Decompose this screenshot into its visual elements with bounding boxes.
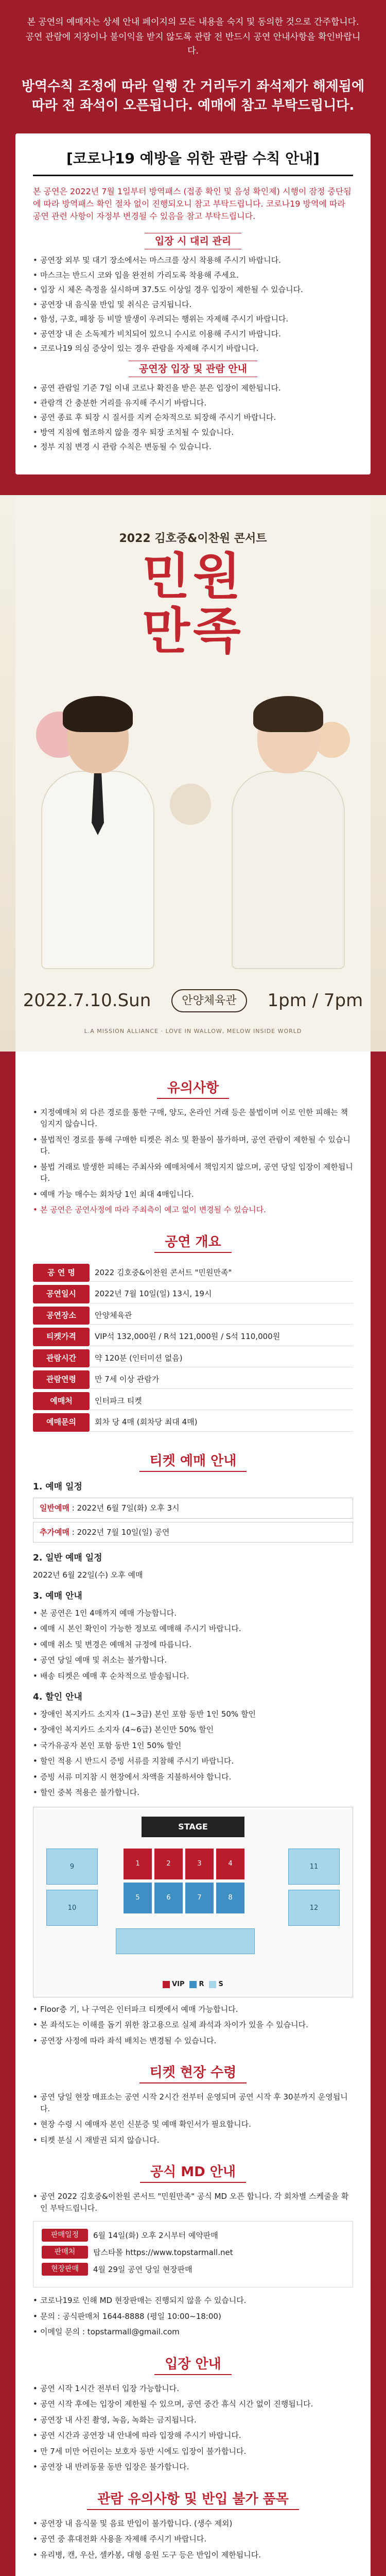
seat-block: 12 [288,1890,340,1926]
list-item: • 본 공연은 공연사정에 따라 주최측이 예고 없이 변경될 수 있습니다. [33,1204,353,1216]
legend-item: VIP [163,1979,184,1990]
seat-block: 1 [124,1849,152,1879]
covid-list-2 [33,382,353,453]
seat-block: 4 [216,1849,244,1879]
table-row: 공연일시 2022년 7월 10일(일) 13시, 19시 [33,1285,353,1303]
list-item: • 공연장 내 음식물 반입 및 취식은 금지됩니다. [33,299,353,311]
ticket-heading-4: 4. 할인 안내 [33,1692,82,1703]
seat-block: 11 [288,1849,340,1885]
notice-list [33,1107,353,1216]
ticket-heading-2: 2. 일반 예매 일정 [33,1553,102,1564]
top-notice [0,0,386,77]
covid-subtitle-2: 공연장 입장 및 관람 안내 [33,362,353,377]
deco-flower [170,784,211,825]
performer-left-photo [36,701,160,969]
detail-content [15,1052,371,2576]
list-item: • 입장 시 체온 측정을 실시하며 37.5도 이상일 경우 입장이 제한될 수 있습니다. [33,284,353,296]
seat-block: 6 [154,1883,183,1913]
notice-line-2: 공연 관람에 지장이나 불이익을 받지 않도록 관람 전 반드시 공연 안내사항을 확인바랍니다. [25,32,361,57]
poster-subtitle: 2022 김호중&이찬원 콘서트 [119,532,267,545]
table-row: 공연장소 안양체육관 [33,1307,353,1325]
poster-title-line-2: 만족 [142,601,244,660]
md-info-box [33,2221,353,2287]
seat-notes-list [33,2004,353,2047]
poster-credit: L.A MISSION ALLIANCE · LOVE IN WALLOW, MELOW INSIDE WORLD [84,1028,302,1035]
poster-title-line-1: 민원 [142,547,244,605]
list-item: • 공연 2022 김호중&이찬원 콘서트 "민원만족" 공식 MD 오픈 합니다. 각 회차별 스케줄을 확인 부탁드립니다. [33,2191,353,2214]
list-item: • 마스크는 반드시 코와 입을 완전히 가리도록 착용해 주세요. [33,269,353,281]
legend-item: S [209,1979,223,1990]
list-item: • 불법적인 경로를 통해 구매한 티켓은 취소 및 환불이 불가하며, 공연 관람이 제한될 수 있습니다. [33,1134,353,1157]
list-item: • 공연장 내 음식물 및 음료 반입이 불가합니다. (생수 제외) [33,2518,353,2530]
list-item: • 장애인 복지카드 소지자 (4~6급) 본인만 50% 할인 [33,1724,353,1736]
list-item: • Floor층 기, 나 구역은 인터파크 티켓에서 예매 가능합니다. [33,2004,353,2015]
poster-title [0,549,386,658]
list-item: • 현장 수령 시 예매자 본인 신분증 및 예매 확인서가 필요합니다. [33,2119,353,2130]
event-info-table [33,1261,353,1435]
list-item: • 공연 관람일 기준 7일 이내 코로나 확진을 받은 분은 입장이 제한됩니다. [33,382,353,394]
list-item: • 할인 중복 적용은 불가합니다. [33,1787,353,1799]
list-item: • 불법 거래로 발생한 피해는 주최사와 예매처에서 책임지지 않으며, 공연 당일 입장이 제한됩니다. [33,1161,353,1184]
list-item: • 이메일 문의 : topstarmall@gmail.com [33,2326,353,2338]
covid-list-1 [33,255,353,354]
table-row: 예매처 인터파크 티켓 [33,1392,353,1411]
seat-block: 5 [124,1883,152,1913]
ticket-heading-3: 3. 예매 안내 [33,1591,82,1602]
list-item: • 공연 시작 1시간 전부터 입장 가능합니다. [33,2383,353,2395]
table-row: 관람연령 만 7세 이상 관람가 [33,1370,353,1389]
covid-guidelines-box [15,133,371,474]
seat-block: 10 [46,1890,98,1926]
poster-venue: 안양체육관 [171,989,247,1012]
seat-legend [163,1979,223,1990]
table-row: 티켓가격 VIP석 132,000원 / R석 121,000원 / S석 110,000원 [33,1328,353,1346]
table-row: 공 연 명 2022 김호중&이찬원 콘서트 "민원만족" [33,1264,353,1282]
seat-map-stage: STAGE [142,1817,244,1837]
md-row: 현장판매 4월 29일 공연 당일 현장판매 [42,2263,344,2276]
list-item: • 만 7세 미만 어린이는 보호자 동반 시에도 입장이 불가합니다. [33,2446,353,2458]
list-item: • 티켓 분실 시 재발권 되지 않습니다. [33,2134,353,2146]
list-item: • 코로나19 의심 증상이 있는 경우 관람을 자제해 주시기 바랍니다. [33,343,353,354]
poster-time: 1pm / 7pm [267,990,363,1011]
list-item: • 공연장 내 반려동물 동반 입장은 불가합니다. [33,2461,353,2473]
covid-guidelines-title: [코로나19 예방을 위한 관람 수칙 안내] [33,148,353,176]
list-item: • 증빙 서류 미지참 시 현장에서 차액을 지불하셔야 합니다. [33,1771,353,1783]
list-item: • 지정예매처 외 다른 경로를 통한 구매, 양도, 온라인 거래 등은 불법이며 이로 인한 피해는 책임지지 않습니다. [33,1107,353,1130]
list-item: • 예매 가능 매수는 회차당 1인 최대 4매입니다. [33,1189,353,1200]
performer-right-photo [226,701,350,969]
check-list [33,2091,353,2146]
notice-line-1: 본 공연의 예매자는 상세 안내 페이지의 모든 내용을 숙지 및 동의한 것으로 간주합니다. [27,17,359,27]
list-item: • 공연 중 휴대전화 사용을 자제해 주시기 바랍니다. [33,2533,353,2545]
md-row: 판매처 탑스타몰 https://www.topstarmall.net [42,2246,344,2259]
seat-block: 8 [216,1883,244,1913]
list-item: • 장애인 복지카드 소지자 (1~3급) 본인 포함 동반 1인 50% 할인 [33,1708,353,1720]
list-item: • 할인 적용 시 반드시 증빙 서류를 지참해 주시기 바랍니다. [33,1755,353,1767]
seat-block: 3 [185,1849,214,1879]
ticket-schedule-box: 추가예매 : 2022년 7월 10일(일) 공연 [33,1522,353,1543]
list-item: • 방역 지침에 협조하지 않을 경우 퇴장 조치될 수 있습니다. [33,427,353,438]
entrance-list [33,2383,353,2473]
list-item: • 공연장 사정에 따라 좌석 배치는 변경될 수 있습니다. [33,2035,353,2047]
md-row: 판매일정 6월 14일(화) 오후 2시부터 예약판매 [42,2229,344,2242]
list-item: • 공연장 내 사진 촬영, 녹음, 녹화는 금지됩니다. [33,2414,353,2426]
section-title-entrance: 입장 안내 [33,2354,353,2375]
list-item: • 본 좌석도는 이해를 돕기 위한 참고용으로 실제 좌석과 차이가 있을 수 있습니다. [33,2019,353,2031]
list-item: • 공연 종료 후 퇴장 시 질서를 지켜 순차적으로 퇴장해 주시기 바랍니다. [33,412,353,423]
section-title-check: 티켓 현장 수령 [33,2063,353,2083]
list-item: • 국가유공자 본인 포함 동반 1인 50% 할인 [33,1740,353,1752]
caution-list [33,2518,353,2561]
section-title-md: 공식 MD 안내 [33,2162,353,2182]
list-item: • 유리병, 캔, 우산, 셀카봉, 대형 응원 도구 등은 반입이 제한됩니다. [33,2549,353,2561]
legend-item: R [190,1979,204,1990]
list-item: • 본 공연은 1인 4매까지 예매 가능합니다. [33,1607,353,1619]
seat-block-rear [116,1928,255,1954]
ticket-heading-1: 1. 예매 일정 [33,1481,82,1492]
seat-block: 2 [154,1849,183,1879]
list-item: • 공연 당일 현장 매표소는 공연 시작 2시간 전부터 운영되며 공연 시작 후 30분까지 운영됩니다. [33,2091,353,2114]
section-title-info: 공연 개요 [33,1232,353,1252]
section-title-notice: 유의사항 [33,1078,353,1098]
list-item: • 공연 시간과 공연장 내 안내에 따라 입장해 주시기 바랍니다. [33,2430,353,2442]
seat-map [33,1807,353,1997]
list-item: • 정부 지침 변경 시 관람 수칙은 변동될 수 있습니다. [33,441,353,453]
covid-lead-text: 본 공연은 2022년 7월 1일부터 방역패스 (접종 확인 및 음성 확인제) 시행이 잠정 중단됨에 따라 방역패스 확인 절차 없이 진행되오니 참고 부탁드립니다. 코로나19 방역에 따라 공연 관련 사항이 자정부 변경될 수 있음을 참고 부탁드립니다. [33,186,352,221]
list-item: • 공연 당일 예매 및 취소는 불가합니다. [33,1654,353,1666]
list-item: • 예매 시 본인 확인이 가능한 정보로 예매해 주시기 바랍니다. [33,1623,353,1635]
ticket-schedule-box: 일반예매 : 2022년 6월 7일(화) 오후 3시 [33,1498,353,1519]
list-item: • 코로나19로 인해 MD 현장판매는 진행되지 않을 수 있습니다. [33,2295,353,2307]
md-notes [33,2295,353,2338]
ticket-general-text: 2022년 6월 22일(수) 오후 예매 [33,1570,143,1580]
list-item: • 문의 : 공식판매처 1644-8888 (평일 10:00~18:00) [33,2311,353,2323]
covid-subtitle-1: 입장 시 대리 관리 [33,234,353,249]
table-row: 예매문의 회차 당 4매 (회차당 최대 4매) [33,1413,353,1432]
list-item: • 배송 티켓은 예매 후 순차적으로 발송됩니다. [33,1670,353,1682]
poster-date-bar [15,987,371,1015]
seat-block: 9 [46,1849,98,1885]
ticket-list-3 [33,1607,353,1682]
section-title-caution: 관람 유의사항 및 반입 불가 품목 [33,2489,353,2510]
list-item: • 공연장 내 손 소독제가 비치되어 있으니 수시로 이용해 주시기 바랍니다. [33,328,353,340]
seat-block: 7 [185,1883,214,1913]
seat-distancing-notice: 방역수칙 조정에 따라 일행 간 거리두기 좌석제가 해제됨에 따라 전 좌석이 오픈됩니다. 예매에 참고 부탁드립니다. [0,77,386,133]
list-item: • 공연장 외부 및 대기 장소에서는 마스크를 상시 착용해 주시기 바랍니다. [33,255,353,266]
list-item: • 예매 취소 및 변경은 예매처 규정에 따릅니다. [33,1639,353,1651]
table-row: 관람시간 약 120분 (인터미션 없음) [33,1349,353,1368]
list-item: • 관람객 간 충분한 거리를 유지해 주시기 바랍니다. [33,397,353,409]
list-item: • 함성, 구호, 떼창 등 비말 발생이 우려되는 행위는 자제해 주시기 바랍니다. [33,313,353,325]
section-title-ticket: 티켓 예매 안내 [33,1451,353,1471]
list-item: • 공연 시작 후에는 입장이 제한될 수 있으며, 공연 중간 휴식 시간 없이 진행됩니다. [33,2398,353,2410]
poster-date: 2022.7.10.Sun [23,990,151,1011]
ticket-list-4 [33,1708,353,1799]
concert-poster [0,495,386,1052]
md-intro [33,2191,353,2214]
